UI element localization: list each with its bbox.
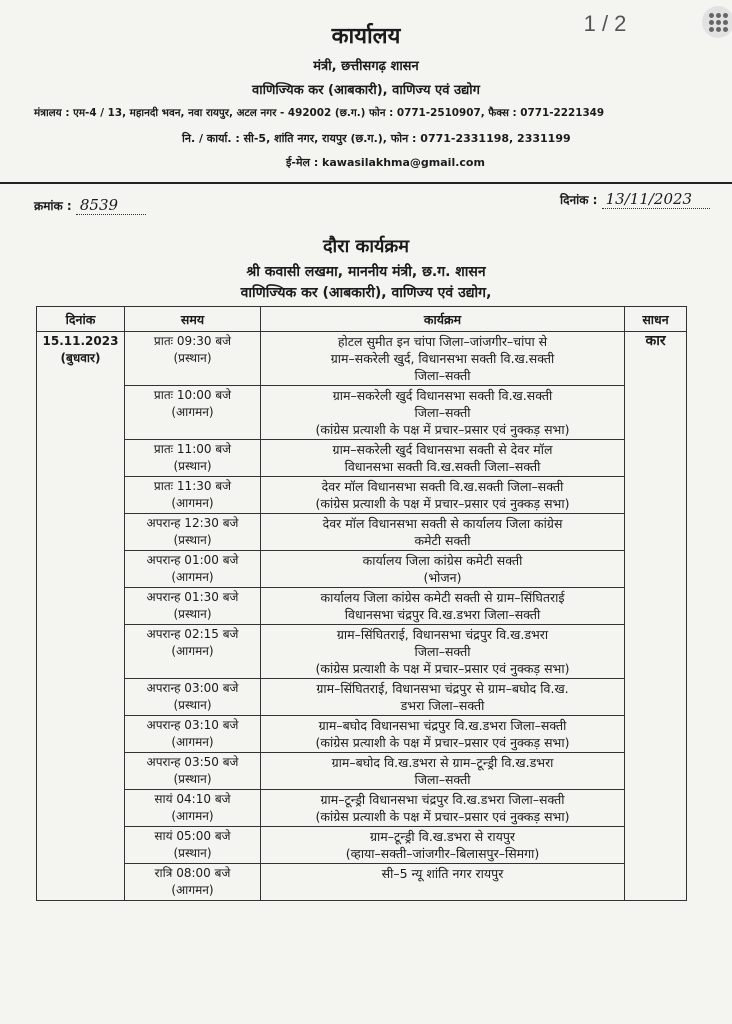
time-cell [125, 514, 261, 551]
program-line: कमेटी सक्ती [414, 533, 471, 548]
program-line: ग्राम–बघोद विधानसभा चंद्रपुर वि.ख.डभरा जिला–सक्ती [318, 718, 567, 733]
table-header-row [37, 307, 687, 332]
program-line: (भोजन) [423, 570, 462, 585]
time-cell [125, 440, 261, 477]
table-row [37, 864, 687, 901]
time-text: सायं 05:00 बजे [154, 829, 231, 843]
email-line: ई-मेल : kawasilakhma@gmail.com [286, 156, 485, 169]
residence-address: नि. / कार्या. : सी-5, शांति नगर, रायपुर (छ.ग.), फोन : 0771-2331198, 2331199 [182, 132, 571, 145]
program-line: विधानसभा सक्ती वि.ख.सक्ती जिला–सक्ती [344, 459, 541, 474]
status-text: (प्रस्थान) [173, 459, 212, 473]
time-cell [125, 679, 261, 716]
vehicle-cell [625, 332, 687, 901]
status-text: (आगमन) [171, 809, 214, 823]
program-cell [261, 440, 625, 477]
program-cell [261, 790, 625, 827]
date-label: दिनांक : [560, 193, 598, 207]
program-line: कार्यालय जिला कांग्रेस कमेटी सक्ती से ग्राम–सिंघितराई [320, 590, 565, 605]
status-text: (प्रस्थान) [173, 533, 212, 547]
table-row [37, 386, 687, 440]
program-line: जिला–सक्ती [414, 644, 471, 659]
status-text: (प्रस्थान) [173, 698, 212, 712]
time-text: अपरान्ह 02:15 बजे [146, 627, 239, 641]
program-cell [261, 514, 625, 551]
time-text: अपरान्ह 01:00 बजे [146, 553, 239, 567]
letter-date [560, 190, 710, 209]
time-text: रात्रि 08:00 बजे [154, 866, 231, 880]
table-row [37, 716, 687, 753]
col-header-vehicle: साधन [625, 307, 687, 332]
table-row [37, 679, 687, 716]
program-cell [261, 386, 625, 440]
time-text: सायं 04:10 बजे [154, 792, 231, 806]
time-text: अपरान्ह 03:10 बजे [146, 718, 239, 732]
schedule-table [36, 306, 687, 901]
time-text: अपरान्ह 03:50 बजे [146, 755, 239, 769]
program-line: जिला–सक्ती [414, 368, 471, 383]
program-line: (कांग्रेस प्रत्याशी के पक्ष में प्रचार–प्रसार एवं नुक्कड़ सभा) [315, 809, 570, 824]
program-line: ग्राम–टून्ड्री विधानसभा चंद्रपुर वि.ख.डभरा जिला–सक्ती [320, 792, 565, 807]
status-text: (प्रस्थान) [173, 772, 212, 786]
office-title: कार्यालय [331, 24, 401, 49]
program-subtitle-2: वाणिज्यिक कर (आबकारी), वाणिज्य एवं उद्योग, [240, 285, 492, 301]
program-line: ग्राम–बघोद वि.ख.डभरा से ग्राम–टून्ड्री वि.ख.डभरा [331, 755, 554, 770]
time-text: प्रातः 10:00 बजे [153, 388, 232, 402]
program-line: होटल सुमीत इन चांपा जिला–जांजगीर–चांपा से [337, 334, 548, 349]
status-text: (आगमन) [171, 405, 214, 419]
ref-label: क्रमांक : [34, 199, 72, 213]
status-text: (आगमन) [171, 496, 214, 510]
table-row [37, 551, 687, 588]
program-line: जिला–सक्ती [414, 772, 471, 787]
status-text: (प्रस्थान) [173, 351, 212, 365]
program-line: कार्यालय जिला कांग्रेस कमेटी सक्ती [362, 553, 523, 568]
program-title: दौरा कार्यक्रम [322, 236, 410, 257]
program-line: (व्हाया–सक्ती–जांजगीर–बिलासपुर–सिमगा) [345, 846, 540, 861]
table-row [37, 514, 687, 551]
date-cell [37, 332, 125, 901]
col-header-date: दिनांक [37, 307, 125, 332]
time-text: प्रातः 09:30 बजे [153, 334, 232, 348]
time-text: प्रातः 11:30 बजे [153, 479, 232, 493]
program-line: देवर मॉल विधानसभा सक्ती वि.ख.सक्ती जिला–सक्ती [321, 479, 564, 494]
program-line: ग्राम–सकरेली खुर्द विधानसभा सक्ती वि.ख.सक्ती [332, 388, 553, 403]
time-text: अपरान्ह 12:30 बजे [146, 516, 239, 530]
status-text: (आगमन) [171, 883, 214, 897]
time-cell [125, 790, 261, 827]
program-cell [261, 864, 625, 901]
time-cell [125, 477, 261, 514]
program-line: (कांग्रेस प्रत्याशी के पक्ष में प्रचार–प्रसार एवं नुक्कड़ सभा) [315, 661, 570, 676]
program-line: डभरा जिला–सक्ती [400, 698, 485, 713]
table-row [37, 625, 687, 679]
table-row [37, 440, 687, 477]
program-cell [261, 753, 625, 790]
status-text: (आगमन) [171, 570, 214, 584]
table-row [37, 588, 687, 625]
minister-line: मंत्री, छत्तीसगढ़ शासन [313, 59, 419, 74]
date-text: 15.11.2023 [42, 334, 119, 348]
department-line: वाणिज्यिक कर (आबकारी), वाणिज्य एवं उद्योग [252, 83, 480, 98]
program-cell [261, 551, 625, 588]
program-cell [261, 588, 625, 625]
status-text: (आगमन) [171, 735, 214, 749]
program-line: ग्राम–सिंघितराई, विधानसभा चंद्रपुर वि.ख.डभरा [336, 627, 549, 642]
program-line: विधानसभा चंद्रपुर वि.ख.डभरा जिला–सक्ती [344, 607, 541, 622]
program-line: (कांग्रेस प्रत्याशी के पक्ष में प्रचार–प्रसार एवं नुक्कड़ सभा) [315, 422, 570, 437]
program-line: देवर मॉल विधानसभा सक्ती से कार्यालय जिला कांग्रेस [322, 516, 563, 531]
program-line: (कांग्रेस प्रत्याशी के पक्ष में प्रचार–प्रसार एवं नुक्कड़ सभा) [315, 496, 570, 511]
program-cell [261, 625, 625, 679]
table-row [37, 827, 687, 864]
time-text: प्रातः 11:00 बजे [153, 442, 232, 456]
table-row [37, 332, 687, 386]
table-row [37, 477, 687, 514]
program-subtitle-1: श्री कवासी लखमा, माननीय मंत्री, छ.ग. शासन [246, 264, 486, 280]
ministry-address: मंत्रालय : एम-4 / 13, महानदी भवन, नवा रायपुर, अटल नगर - 492002 (छ.ग.) फोन : 0771-2510907, फैक्स : 0771-2221349 [34, 107, 605, 119]
date-value: 13/11/2023 [602, 190, 710, 209]
time-cell [125, 551, 261, 588]
program-cell [261, 827, 625, 864]
day-text: (बुधवार) [60, 351, 101, 365]
program-cell [261, 679, 625, 716]
time-text: अपरान्ह 03:00 बजे [146, 681, 239, 695]
status-text: (प्रस्थान) [173, 846, 212, 860]
header-divider [0, 182, 732, 184]
table-row [37, 790, 687, 827]
status-text: (प्रस्थान) [173, 607, 212, 621]
time-cell [125, 588, 261, 625]
program-line: सी–5 न्यू शांति नगर रायपुर [381, 866, 504, 881]
status-text: (आगमन) [171, 644, 214, 658]
reference-number [34, 196, 146, 215]
program-cell [261, 332, 625, 386]
program-line: ग्राम–सिंघितराई, विधानसभा चंद्रपुर से ग्राम–बघोद वि.ख. [316, 681, 569, 696]
ref-value: 8539 [76, 196, 146, 215]
col-header-program: कार्यक्रम [261, 307, 625, 332]
program-line: (कांग्रेस प्रत्याशी के पक्ष में प्रचार–प्रसार एवं नुक्कड़ सभा) [315, 735, 570, 750]
time-cell [125, 625, 261, 679]
time-cell [125, 827, 261, 864]
time-cell [125, 716, 261, 753]
time-cell [125, 753, 261, 790]
time-cell [125, 864, 261, 901]
program-line: ग्राम–सकरेली खुर्द विधानसभा सक्ती से देवर मॉल [332, 442, 553, 457]
program-line: ग्राम–सकरेली खुर्द, विधानसभा सक्ती वि.ख.सक्ती [330, 351, 555, 366]
time-cell [125, 386, 261, 440]
program-cell [261, 477, 625, 514]
program-line: ग्राम–टून्ड्री वि.ख.डभरा से रायपुर [369, 829, 516, 844]
table-row [37, 753, 687, 790]
time-cell [125, 332, 261, 386]
page-indicator: 1 / 2 [583, 11, 627, 36]
time-text: अपरान्ह 01:30 बजे [146, 590, 239, 604]
program-cell [261, 716, 625, 753]
col-header-time: समय [125, 307, 261, 332]
vehicle-text: कार [645, 333, 666, 349]
program-line: जिला–सक्ती [414, 405, 471, 420]
